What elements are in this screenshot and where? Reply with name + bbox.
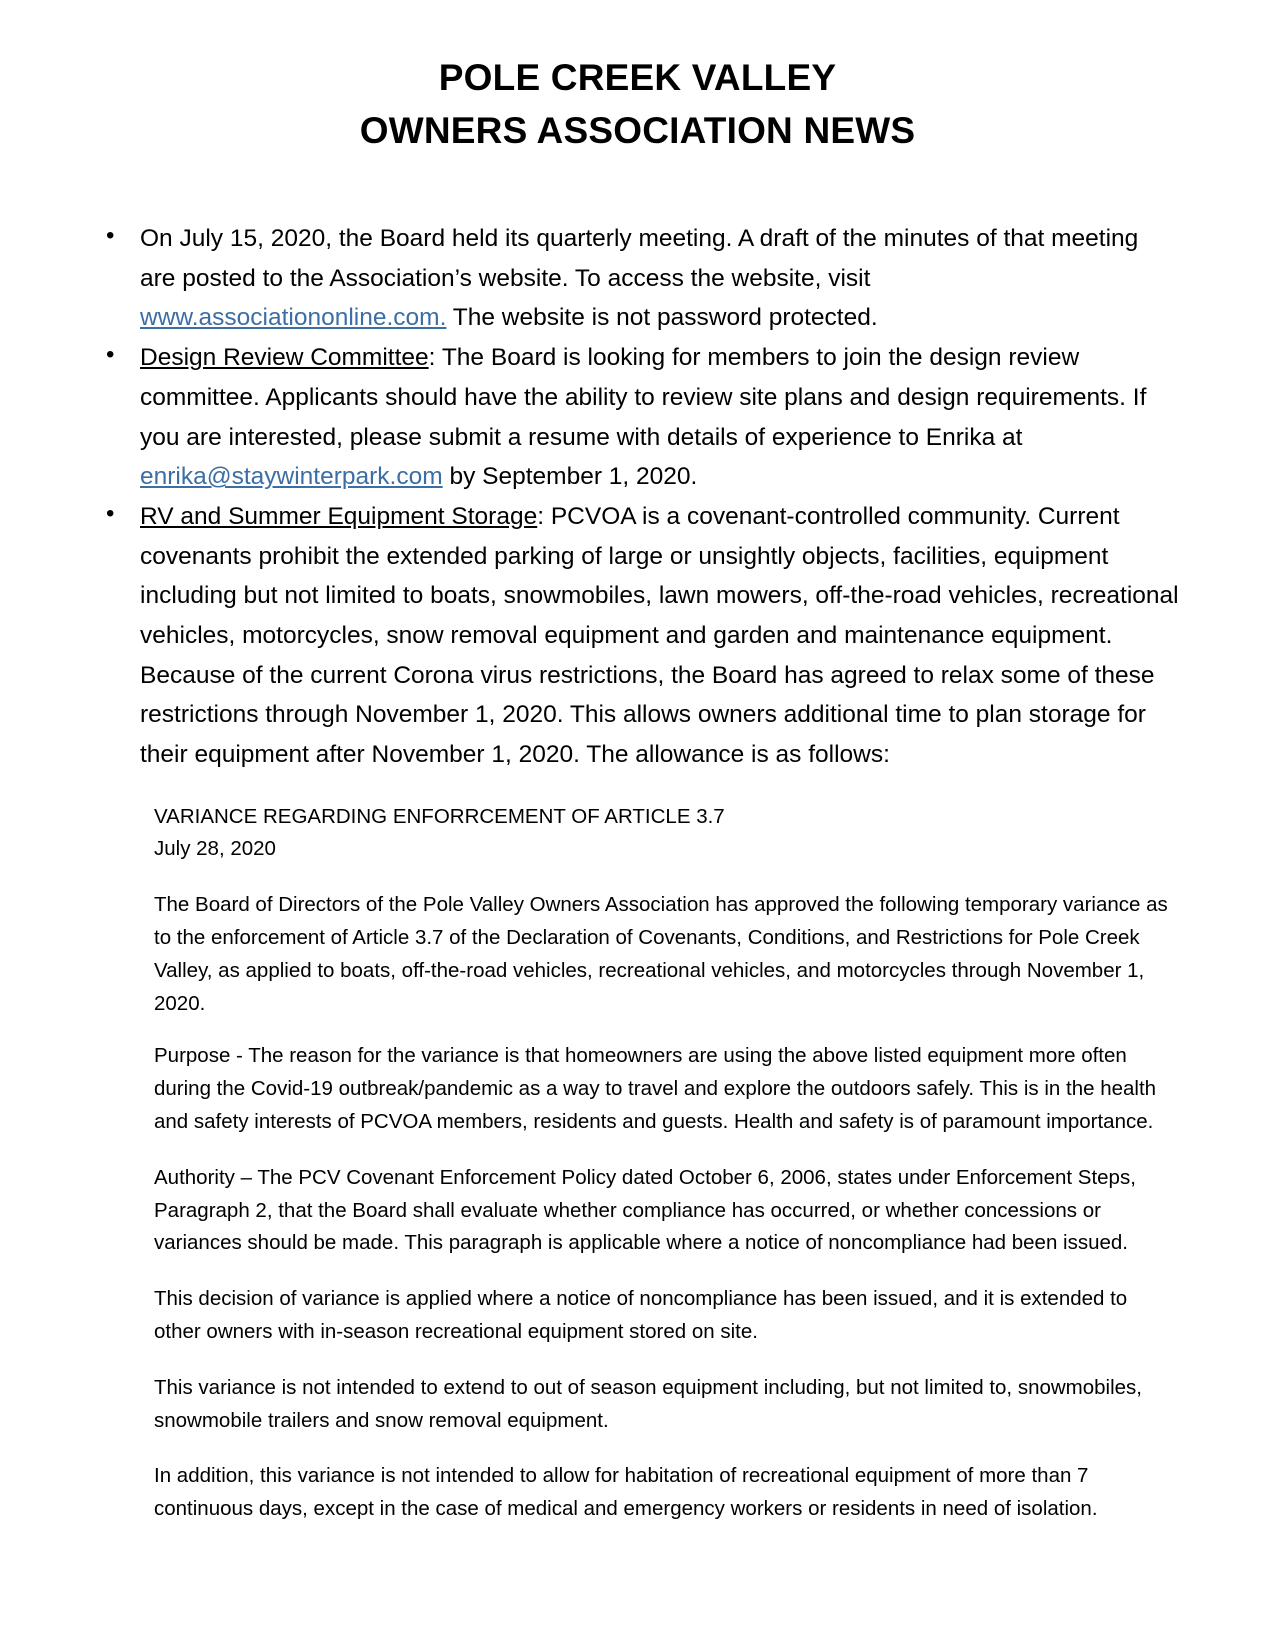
bullet-paragraph — [140, 338, 1179, 497]
bullet-paragraph — [140, 497, 1179, 656]
bullet-text-segment: by September 1, 2020. — [442, 463, 698, 491]
design-review-committee-label: Design Review Committee — [140, 344, 429, 372]
rv-storage-label: RV and Summer Equipment Storage — [140, 502, 538, 530]
variance-heading: VARIANCE REGARDING ENFORRCEMENT OF ARTICLE 3.7 — [154, 804, 725, 828]
spacer — [154, 1139, 1179, 1162]
list-item-design-review-committee — [96, 338, 1179, 497]
variance-paragraph-habitation: In addition, this variance is not intended to allow for habitation of recreational equipment of more than 7 continuous days, except in the case of medical and emergency workers or residents in need of isolation. — [154, 1464, 1098, 1521]
variance-paragraph-authority: Authority – The PCV Covenant Enforcement Policy dated October 6, 2006, states under Enforcement Steps, Paragraph 2, that the Board shall evaluate whether compliance has occurred, or whether concessions or variances should be made. This paragraph is applicable where a notice of noncompliance had been issued. — [154, 1165, 1136, 1255]
bullet-continuation-paragraph: Because of the current Corona virus restrictions, the Board has agreed to relax some of these restrictions through November 1, 2020. This allows owners additional time to plan storage for their equipment after November 1, 2020. The allowance is as follows: — [140, 661, 1155, 768]
page-title — [96, 0, 1179, 157]
bullet-text-segment: : PCVOA is a covenant-controlled community. Current covenants prohibit the extended parking of large or unsightly objects, facilities, equipment including but not limited to boats, snowmobiles, lawn mowers, off-the-road vehicles, recreational vehicles, motorcycles, snow removal equipment and garden and maintenance equipment. — [140, 502, 1179, 649]
association-website-link[interactable]: www.associationonline.com. — [140, 304, 447, 332]
variance-paragraph-purpose: Purpose - The reason for the variance is that homeowners are using the above listed equipment more often during the Covid-19 outbreak/pandemic as a way to travel and explore the outdoors safely. This is in the health and safety interests of PCVOA members, residents and guests. Health and safety is of paramount importance. — [154, 1044, 1157, 1134]
enrika-email-link[interactable]: enrika@staywinterpark.com — [140, 463, 443, 491]
news-bullet-list — [96, 219, 1179, 775]
variance-paragraph-decision: This decision of variance is applied where a notice of noncompliance has been issued, and it is extended to other owners with in-season recreational equipment stored on site. — [154, 1287, 1128, 1344]
spacer — [154, 1020, 1179, 1040]
bullet-paragraph — [140, 219, 1179, 338]
variance-date: July 28, 2020 — [154, 837, 276, 861]
spacer — [154, 1349, 1179, 1372]
variance-paragraph-out-of-season: This variance is not intended to extend to out of season equipment including, but not limited to, snowmobiles, snowmobile trailers and snow removal equipment. — [154, 1375, 1143, 1432]
variance-notice-block — [154, 801, 1179, 1526]
page-title-line-1: POLE CREEK VALLEY — [438, 57, 837, 98]
spacer — [154, 866, 1179, 889]
list-item-board-meeting — [96, 219, 1179, 338]
page-title-line-2: OWNERS ASSOCIATION NEWS — [359, 109, 916, 151]
bullet-text-segment: The website is not password protected. — [446, 304, 878, 332]
bullet-text-segment: On July 15, 2020, the Board held its quarterly meeting. A draft of the minutes of that meeting are posted to the Association’s website. To access the website, visit — [140, 225, 1139, 292]
variance-paragraph-approval: The Board of Directors of the Pole Valley Owners Association has approved the following temporary variance as to the enforcement of Article 3.7 of the Declaration of Covenants, Conditions, and Restrictions for Pole Creek Valley, as applied to boats, off-the-road vehicles, recreational vehicles, and motorcycles through November 1, 2020. — [154, 893, 1168, 1015]
list-item-rv-summer-equipment-storage — [96, 497, 1179, 775]
spacer — [154, 1437, 1179, 1460]
bullet-text-segment: : The Board is looking for members to join the design review committee. Applicants should have the ability to review site plans and design requirements. If you are interested, please submit a resume with details of experience to Enrika at — [140, 344, 1147, 451]
spacer — [154, 1260, 1179, 1283]
